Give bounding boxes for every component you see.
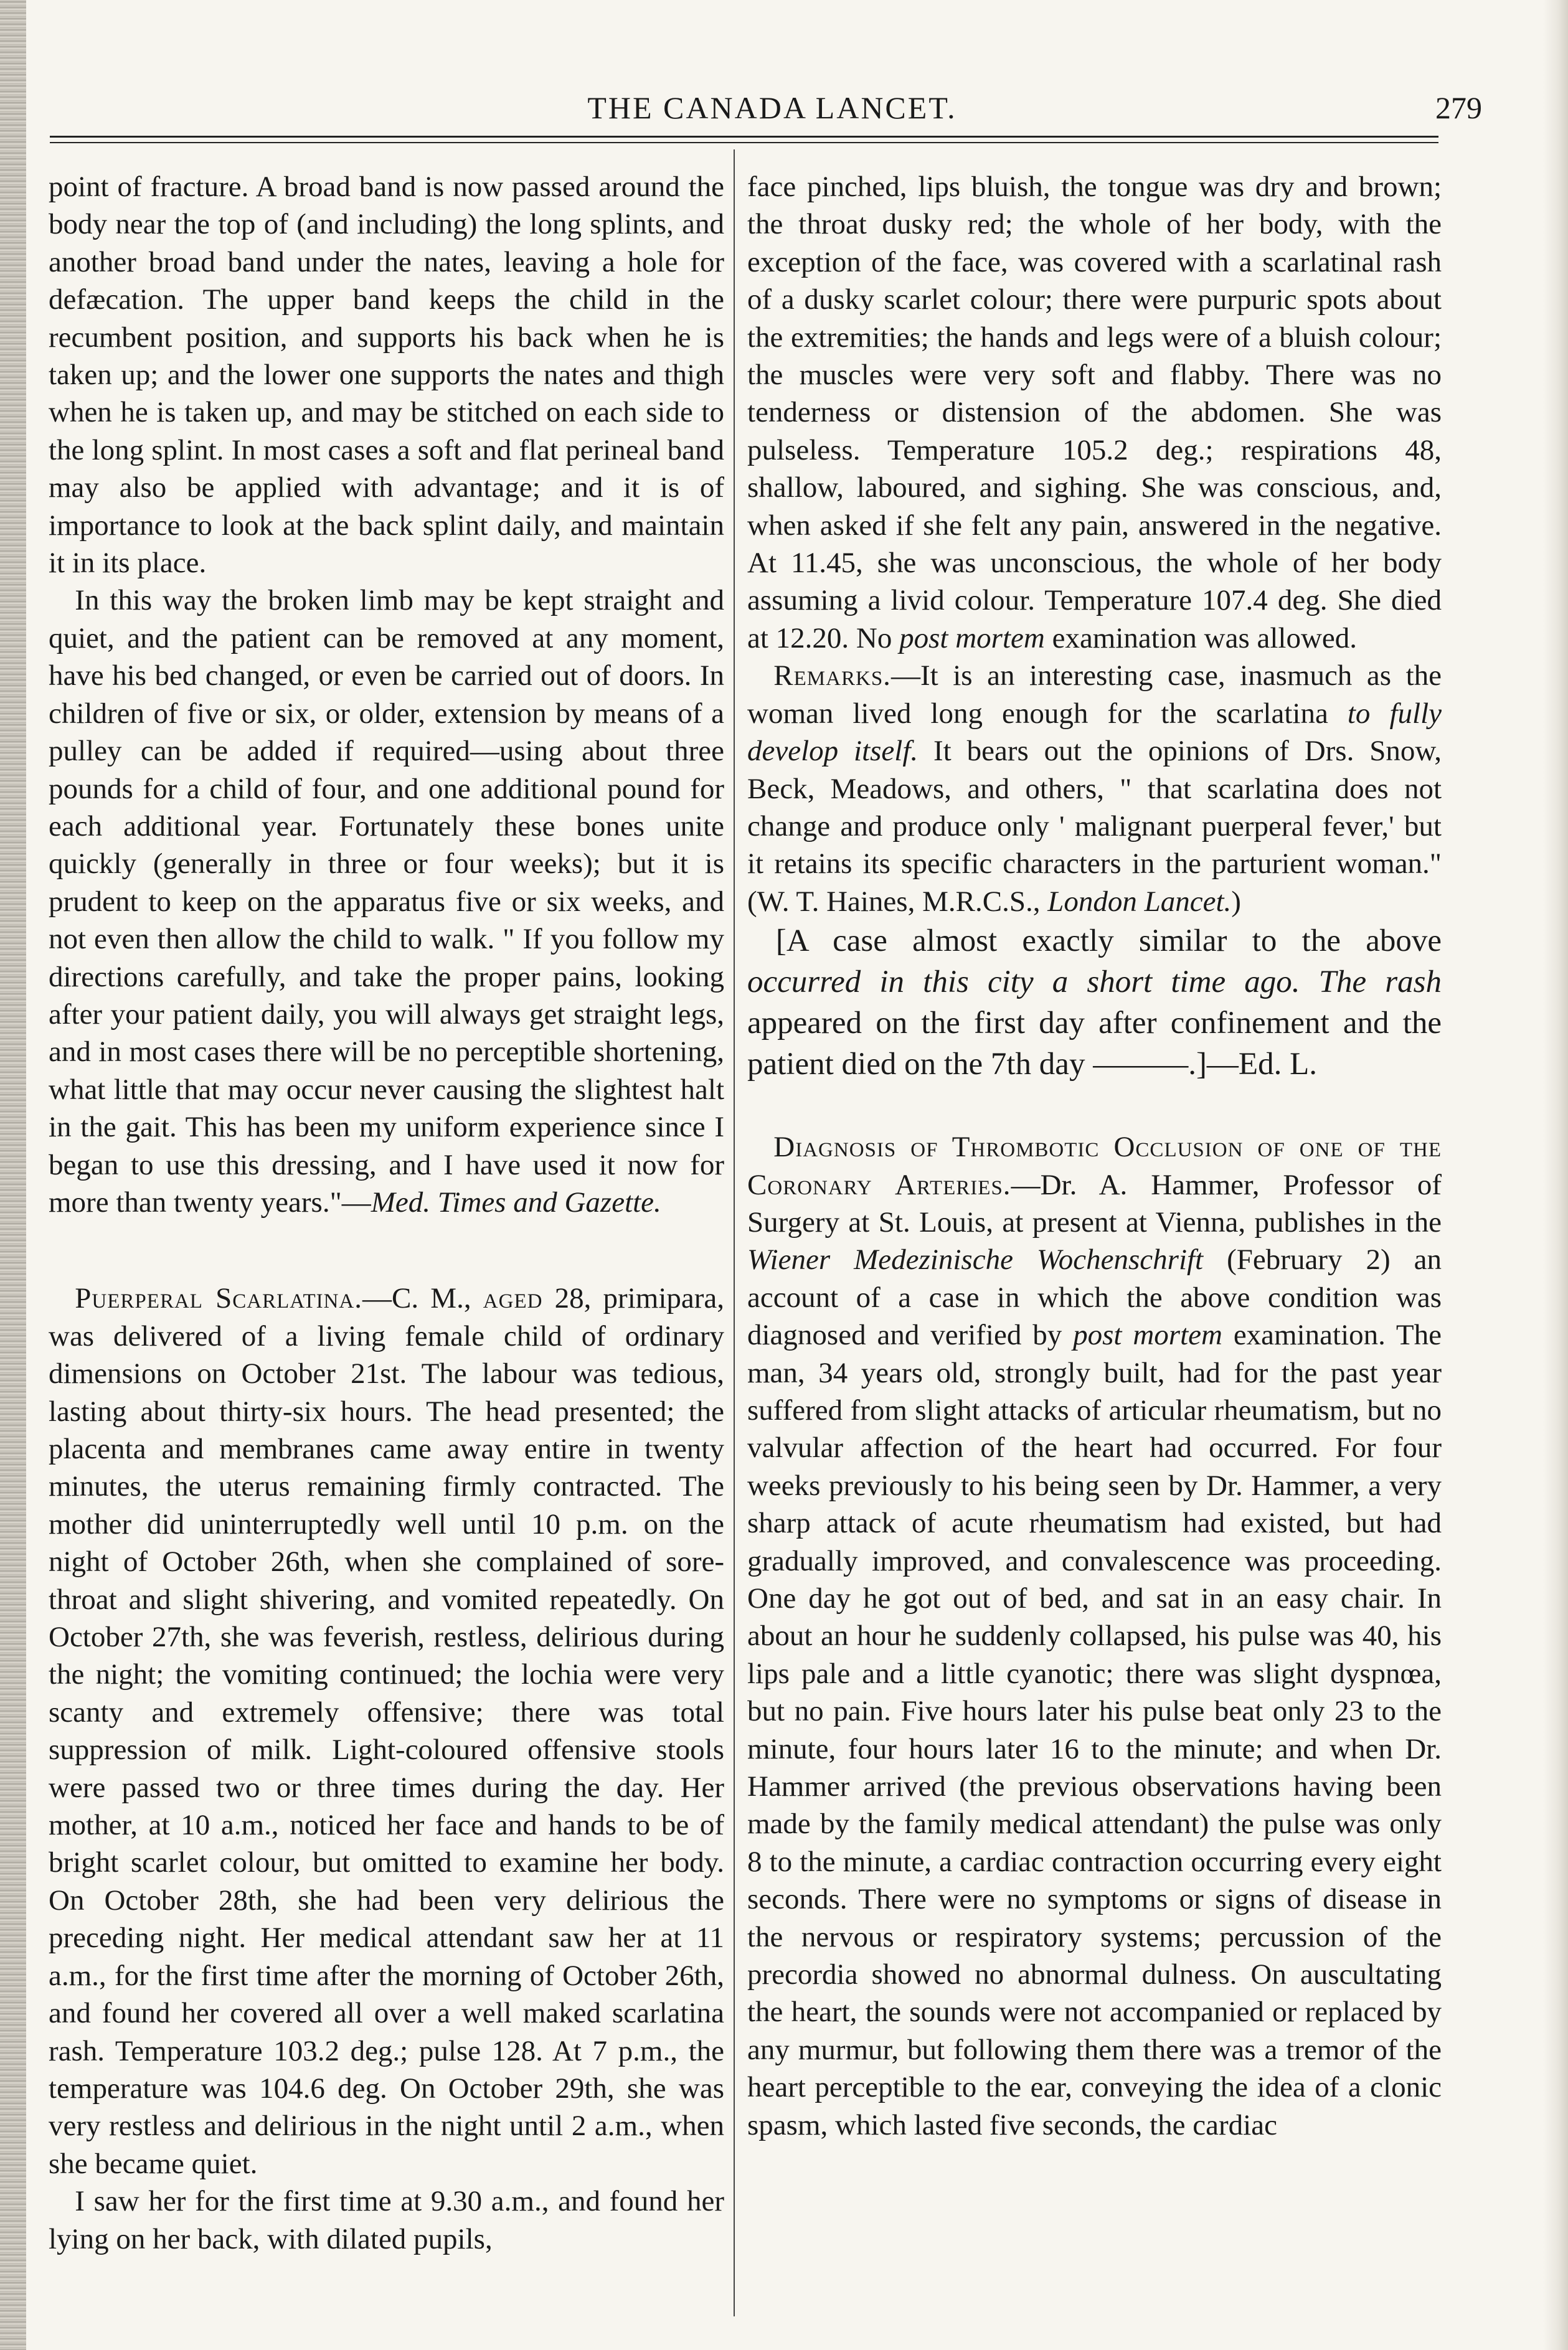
paragraph-text: I saw her for the first time at 9.30 a.m., and found her lying on her back, with dilated pupils,	[49, 2185, 724, 2255]
citation-source: London Lancet.	[1047, 885, 1232, 918]
article-puerperal-scarlatina	[49, 1280, 724, 2182]
paragraph-text: [A case almost exactly similar to the above	[775, 923, 1442, 959]
page-binding-edge	[0, 0, 26, 2350]
paragraph-fracture-splint	[49, 168, 724, 582]
paragraph-text: —It is an interesting case, inasmuch as the woman lived long enough for the scarlatina	[747, 659, 1442, 730]
italic-term: post mortem	[1073, 1319, 1222, 1352]
column-divider	[734, 149, 735, 2316]
remarks-heading: Remarks.	[773, 659, 891, 692]
journal-title: Wiener Medezinische Wochenschrift	[747, 1243, 1204, 1276]
paragraph-limb-straight	[49, 582, 724, 1221]
page-number: 279	[1435, 90, 1482, 125]
article-coronary-occlusion	[747, 1128, 1442, 2144]
paragraph-text: face pinched, lips bluish, the tongue was dry and brown; the throat dusky red; the whole of her body, with the exception of the face, was covered with a scarlatinal rash of a dusky scarlet colour; there were purpuric spots about the extremities; the hands and legs were of a bluish colour; the muscles were very soft and flabby. There was no tenderness or distension of the abdomen. She was pulseless. Temperature 105.2 deg.; respirations 48, shallow, laboured, and sighing. She was conscious, and, when asked if she felt any pain, answered in the negative. At 11.45, she was unconscious, the whole of her body assuming a livid colour. Temperature 107.4 deg. She died at 12.20. No	[747, 171, 1442, 654]
paragraph-text: 28, primipara, was delivered of a living female child of ordinary dimensions on October 21st. The labour was tedious, lasting about thirty-six hours. The head presented; the placenta and membranes came away entire in twenty minutes, the uterus remaining firmly contracted. The mother did uninterruptedly well until 10 p.m. on the night of October 26th, when she complained of sore-throat and slight shivering, and vomited repeatedly. On October 27th, she was feverish, restless, delirious during the night; the vomiting continued; the lochia were very scanty and extremely offensive; there was total suppression of milk. Light-coloured offensive stools were passed two or three times during the day. Her mother, at 10 a.m., noticed her face and hands to be of bright scarlet colour, but omitted to examine her body. On October 28th, she had been very delirious the preceding night. Her medical attendant saw her at 11 a.m., for the first time after the morning of October 26th, and found her covered all over a well maked scarlatina rash. Temperature 103.2 deg.; pulse 128. At 7 p.m., the temperature was 104.6 deg. On October 29th, she was very restless and delirious in the night until 2 a.m., when she became quiet.	[49, 1282, 724, 2180]
left-column	[49, 168, 724, 2258]
paragraph-text: )	[1231, 885, 1241, 918]
header-rule	[50, 136, 1438, 138]
aged-label: aged	[483, 1282, 543, 1315]
italic-phrase: to fully develop itself.	[747, 697, 1442, 768]
paragraph-text: examination. The man, 34 years old, strongly built, had for the past year suffered from slight attacks of articular rheumatism, but no valvular affection of the heart had occurred. For four weeks previously to his being seen by Dr. Hammer, a very sharp attack of acute rheumatism had existed, but had gradually improved, and convalescence was proceeding. One day he got out of bed, and sat in an easy chair. In about an hour he suddenly collapsed, his pulse was 40, his lips pale and a little cyanotic; there was slight dyspnœa, but no pain. Five hours later his pulse beat only 23 to the minute, four hours later 16 to the minute; and when Dr. Hammer arrived (the previous observations having been made by the family medical attendant) the pulse was only 8 to the minute, a cardiac contraction occurring every eight seconds. There were no symptoms or signs of disease in the nervous or respiratory systems; percussion of the precordia showed no abnormal dulness. On auscultating the heart, the sounds were not accompanied or replaced by any murmur, but following them there was a tremor of the heart perceptible to the ear, conveying the idea of a clonic spasm, which lasted five seconds, the cardiac	[747, 1319, 1442, 2141]
page-right-edge	[1543, 0, 1568, 2350]
paragraph-text: (February 2) an account of a case in which the above condition was diagnosed and verified by	[747, 1243, 1442, 1352]
header-rule-thin	[50, 142, 1438, 143]
paragraph-text: point of fracture. A broad band is now passed around the body near the top of (and including) the long splints, and another broad band under the nates, leaving a hole for defæcation. The upper band keeps the child in the recumbent position, and supports his back when he is taken up; and the lower one supports the nates and thigh when he is taken up, and may be stitched on each side to the long splint. In most cases a soft and flat perineal band may also be applied with advantage; and it is of importance to look at the back splint daily, and maintain it in its place.	[49, 171, 724, 580]
editor-note	[747, 920, 1442, 1085]
citation-source: Med. Times and Gazette.	[371, 1186, 661, 1219]
heading-dash: —C. M.,	[362, 1282, 483, 1315]
paragraph-case-continued	[747, 168, 1442, 657]
italic-phrase: occurred in this city a short time ago. The rash	[747, 965, 1442, 1000]
article-heading: Diagnosis of Thrombotic Occlusion of one of the Coronary Arteries.	[747, 1131, 1442, 1201]
paragraph-remarks	[747, 657, 1442, 920]
italic-term: post mortem	[899, 621, 1045, 654]
paragraph-first-visit	[49, 2182, 724, 2258]
paragraph-text: examination was allowed.	[1044, 621, 1358, 654]
section-gap	[49, 1221, 724, 1280]
running-title: THE CANADA LANCET.	[587, 90, 957, 125]
running-header	[50, 86, 1495, 130]
article-heading: Puerperal Scarlatina.	[75, 1282, 363, 1315]
paragraph-text: —Dr. A. Hammer, Professor of Surgery at St. Louis, at present at Vienna, publishes in the	[747, 1168, 1442, 1239]
section-gap	[747, 1085, 1442, 1128]
right-column	[747, 168, 1442, 2144]
paragraph-text: appeared on the first day after confinement and the patient died on the 7th day ———.]—Ed. L.	[747, 1006, 1442, 1082]
paragraph-text: In this way the broken limb may be kept straight and quiet, and the patient can be removed at any moment, have his bed changed, or even be carried out of doors. In children of five or six, or older, extension by means of a pulley can be added if required—using about three pounds for a child of four, and one additional pound for each additional year. Fortunately these bones unite quickly (generally in three or four weeks); but it is prudent to keep on the apparatus five or six weeks, and not even then allow the child to walk. " If you follow my directions carefully, and take the proper pains, looking after your patient daily, you will always get straight legs, and in most cases there will be no perceptible shortening, what little that may occur never causing the slightest halt in the gait. This has been my uniform experience since I began to use this dressing, and I have used it now for more than twenty years."—	[49, 584, 724, 1219]
paragraph-text: It bears out the opinions of Drs. Snow, Beck, Meadows, and others, " that scarlatina does not change and produce only ' malignant puerperal fever,' but it retains its specific characters in the parturient woman." (W. T. Haines, M.R.C.S.,	[747, 735, 1442, 918]
